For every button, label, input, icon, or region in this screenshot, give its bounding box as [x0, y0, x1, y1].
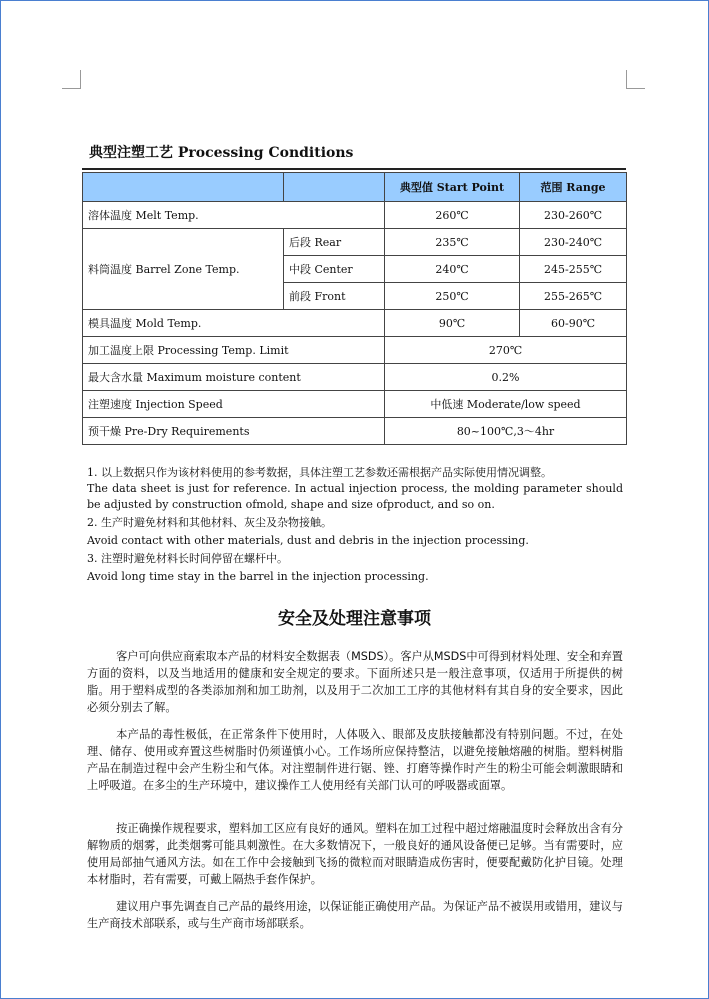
note-2-en: Avoid contact with other materials, dust and debris in the injection processing.: [87, 534, 529, 547]
barrel-rear-range: 230-240℃: [520, 229, 627, 256]
table-row: [83, 391, 627, 418]
barrel-center-start: 240℃: [385, 256, 520, 283]
safety-title: 安全及处理注意事项: [278, 609, 431, 629]
header-start-point: 典型值 Start Point: [385, 173, 520, 202]
barrel-center-label: 中段 Center: [284, 256, 385, 283]
note-3-en: Avoid long time stay in the barrel in the injection processing.: [87, 570, 429, 583]
crop-mark-top-left: [62, 70, 81, 89]
table-row: [83, 337, 627, 364]
title-rule: [82, 168, 626, 170]
safety-paragraph-1: 客户可向供应商索取本产品的材料安全数据表（MSDS）。客户从MSDS中可得到材料处理、安全和弃置方面的资料，以及当地适用的健康和安全规定的要求。下面所述只是一般注意事项，仅适用于所提供的树脂。用于塑料成型的各类添加剂和加工助剂，以及用于二次加工工序的其他材料有其自身的安全要求，因此必须分别去了解。: [87, 650, 623, 714]
melt-temp-range: 230-260℃: [520, 202, 627, 229]
melt-temp-start: 260℃: [385, 202, 520, 229]
mold-temp-label: 模具温度 Mold Temp.: [83, 310, 385, 337]
moisture-value: 0.2%: [385, 364, 627, 391]
table-header-row: [83, 173, 627, 202]
safety-paragraph-2: 本产品的毒性极低，在正常条件下使用时，人体吸入、眼部及皮肤接触都没有特别问题。不过，在处理、储存、使用或弃置这些树脂时仍须谨慎小心。工作场所应保持整洁，以避免接触熔融的树脂。塑料树脂产品在制造过程中会产生粉尘和气体。对注塑制件进行锯、锉、打磨等操作时产生的粉尘可能会刺激眼睛和上呼吸道。在多尘的生产环境中，建议操作工人使用经有关部门认可的呼吸器或面罩。: [87, 728, 623, 792]
note-1-en: The data sheet is just for reference. In actual injection process, the molding parameter should be adjusted by construction ofmold, shape and size ofproduct, and so on.: [87, 482, 623, 511]
header-range: 范围 Range: [520, 173, 627, 202]
crop-mark-top-right: [626, 70, 645, 89]
barrel-front-start: 250℃: [385, 283, 520, 310]
barrel-rear-start: 235℃: [385, 229, 520, 256]
mold-temp-start: 90℃: [385, 310, 520, 337]
injection-speed-value: 中低速 Moderate/low speed: [385, 391, 627, 418]
predry-label: 预干燥 Pre-Dry Requirements: [83, 418, 385, 445]
melt-temp-label: 溶体温度 Melt Temp.: [83, 202, 385, 229]
table-row: [83, 364, 627, 391]
note-2-cn: 2. 生产时避免材料和其他材料、灰尘及杂物接触。: [87, 516, 332, 529]
table-row: [83, 418, 627, 445]
temp-limit-value: 270℃: [385, 337, 627, 364]
temp-limit-label: 加工温度上限 Processing Temp. Limit: [83, 337, 385, 364]
safety-paragraph-4: 建议用户事先调查自己产品的最终用途，以保证能正确使用产品。为保证产品不被误用或错用，建议与生产商技术部联系，或与生产商市场部联系。: [87, 900, 623, 930]
injection-speed-label: 注塑速度 Injection Speed: [83, 391, 385, 418]
notes: [87, 465, 623, 585]
header-blank-2: [284, 173, 385, 202]
table-row: [83, 229, 627, 256]
header-blank: [83, 173, 284, 202]
moisture-label: 最大含水量 Maximum moisture content: [83, 364, 385, 391]
table-row: [83, 310, 627, 337]
barrel-front-range: 255-265℃: [520, 283, 627, 310]
note-3-cn: 3. 注塑时避免材料长时间停留在螺杆中。: [87, 552, 288, 565]
mold-temp-range: 60-90℃: [520, 310, 627, 337]
barrel-center-range: 245-255℃: [520, 256, 627, 283]
predry-value: 80~100℃,3～4hr: [385, 418, 627, 445]
barrel-rear-label: 后段 Rear: [284, 229, 385, 256]
barrel-temp-label: 料筒温度 Barrel Zone Temp.: [83, 229, 284, 310]
note-1-cn: 1. 以上数据只作为该材料使用的参考数据，具体注塑工艺参数还需根据产品实际使用情况调整。: [87, 466, 552, 479]
barrel-front-label: 前段 Front: [284, 283, 385, 310]
processing-conditions-table: [82, 172, 627, 445]
section-title: 典型注塑工艺 Processing Conditions: [89, 145, 354, 161]
table-row: [83, 202, 627, 229]
safety-paragraph-3: 按正确操作规程要求，塑料加工区应有良好的通风。塑料在加工过程中超过熔融温度时会释放出含有分解物质的烟雾，此类烟雾可能具刺激性。在大多数情况下，一般良好的通风设备便已足够。当有需要时，应使用局部抽气通风方法。如在工作中会接触到飞扬的微粒而对眼睛造成伤害时，便要配戴防化护目镜。处理本材脂时，若有需要，可戴上隔热手套作保护。: [87, 822, 623, 886]
